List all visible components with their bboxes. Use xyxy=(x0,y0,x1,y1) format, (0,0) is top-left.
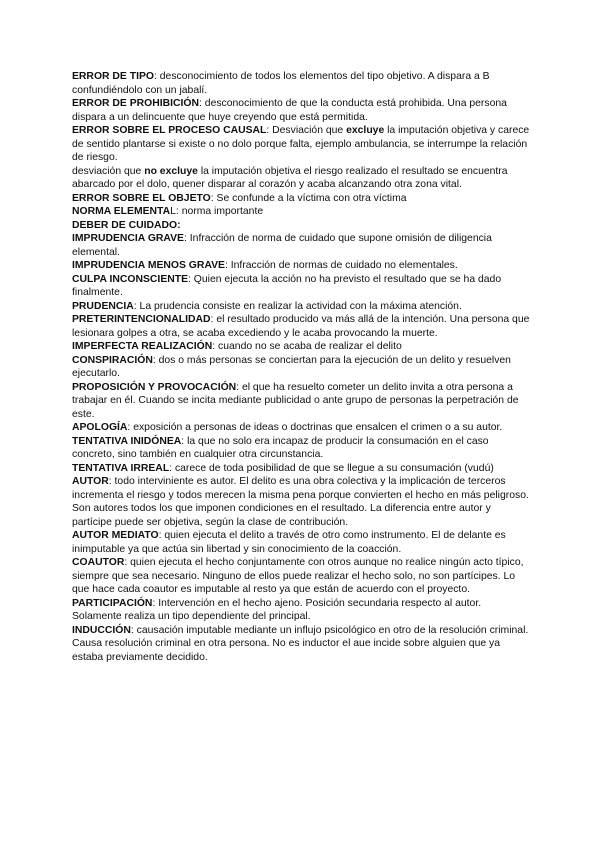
entry-error-proceso-causal xyxy=(72,124,532,165)
entry-preterintencionalidad xyxy=(72,313,532,340)
definition-part: desviación que xyxy=(72,165,145,177)
term: AUTOR MEDIATO xyxy=(72,530,159,541)
definition-part: la imputación objetiva y carece de sentido plantarse si existe o no dolo porque falta, ejemplo ambulancia, se interrumpe la relación de riesgo. xyxy=(72,125,530,163)
term: INDUCCIÓN xyxy=(72,624,131,636)
definition: exposición a personas de ideas o doctrinas que ensalcen el crimen o a su autor. xyxy=(130,422,503,433)
entry-norma-elemental xyxy=(72,205,532,219)
entry-deber-de-cuidado xyxy=(72,219,532,233)
entry-tentativa-inidonea xyxy=(72,435,532,462)
entry-autor-mediato xyxy=(72,529,532,556)
entry-proposicion-provocacion xyxy=(72,381,532,422)
definition: quien ejecuta el delito a través de otro como instrumento. El de delante es inimputable ya que actúa sin libertad y sin conocimiento de la coacción. xyxy=(72,530,506,555)
term-separator: : xyxy=(127,422,131,433)
term-separator: : xyxy=(158,530,162,541)
definition: norma importante xyxy=(178,206,264,217)
entry-desviacion-no-excluye xyxy=(72,165,532,192)
term: CULPA INCONSCIENTE xyxy=(72,273,189,285)
definition: desconocimiento de que la conducta está prohibida. Una persona dispara a un delincuente que huye creyendo que está permitida. xyxy=(72,98,507,123)
entry-participacion xyxy=(72,597,532,624)
term-separator: : xyxy=(133,300,137,312)
emphasis: no excluye xyxy=(144,165,198,177)
entry-tentativa-irreal xyxy=(72,462,532,476)
entry-coautor xyxy=(72,556,532,597)
definition: la que no solo era incapaz de producir la consumación en el caso concreto, sino también en cualquier otra circunstancia. xyxy=(72,435,489,460)
definition: desconocimiento de todos los elementos del tipo objetivo. A dispara a B confundiéndolo con un jabalí. xyxy=(72,71,490,96)
entry-autor xyxy=(72,475,532,529)
term-separator: : xyxy=(152,597,156,609)
document-page xyxy=(72,70,532,664)
term-separator: : xyxy=(236,381,240,393)
term: ERROR DE PROHIBICIÓN xyxy=(72,98,200,109)
definition: todo interviniente es autor. El delito es una obra colectiva y la implicación de terceros incrementa el riesgo y todos merecen la misma pena porque convierten el hecho en más peligroso. Son autores todos los que imponen condiciones en el resultado. La diferencia entre autor y partícipe puede ser objetiva, según la clase de contribución. xyxy=(72,476,529,528)
entry-prudencia xyxy=(72,300,532,314)
term: DEBER DE CUIDADO xyxy=(72,219,178,231)
term: PROPOSICIÓN Y PROVOCACIÓN xyxy=(72,381,237,393)
entry-imprudencia-menos-grave xyxy=(72,259,532,273)
definition: quien ejecuta el hecho conjuntamente con otros aunque no realice ningún acto típico, siempre que sea necesario. Ninguno de ellos puede realizar el hecho solo, no son partícipes. Lo que hace cada coautor es imputable al resto ya que están de acuerdo con el proyecto. xyxy=(72,557,524,595)
term-separator: : xyxy=(108,476,112,487)
term-separator: : xyxy=(199,98,202,109)
entry-error-de-tipo xyxy=(72,70,532,97)
term-separator: : xyxy=(224,260,228,271)
term: TENTATIVA IRREAL xyxy=(72,462,170,474)
term: COAUTOR xyxy=(72,557,125,568)
definition: el resultado producido va más allá de la intención. Una persona que lesionara golpes a otra, se acaba excediendo y le acaba provocando la muerte. xyxy=(72,314,530,339)
term-separator: : xyxy=(210,192,214,204)
definition: Se confunde a la víctima con otra víctima xyxy=(213,192,407,204)
definition: cuando no se acaba de realizar el delito xyxy=(215,341,402,352)
definition: causación imputable mediante un influjo psicológico en otro de la resolución criminal. Causa resolución criminal en otra persona. No es inductor el aue incide sobre alguien que ya estaba previamente decidido. xyxy=(72,624,529,663)
entry-induccion xyxy=(72,624,532,665)
term-separator: : xyxy=(130,624,134,636)
term-separator: : xyxy=(169,462,173,474)
definition: Infracción de normas de cuidado no elementales. xyxy=(227,260,458,271)
definition: Quien ejecuta la acción no ha previsto el resultado que se ha dado finalmente. xyxy=(72,273,502,298)
definition: Intervención en el hecho ajeno. Posición secundaria respecto al autor. Solamente realiza un tipo dependiente del principal. xyxy=(72,597,482,622)
entry-culpa-inconsciente xyxy=(72,273,532,300)
term-separator: L: xyxy=(170,206,179,217)
term-separator: : xyxy=(181,435,185,447)
definition: Infracción de norma de cuidado que supone omisión de diligencia elemental. xyxy=(72,233,492,258)
term: PARTICIPACIÓN xyxy=(72,597,153,609)
entry-imprudencia-grave xyxy=(72,232,532,259)
term-separator: : xyxy=(212,341,216,352)
term-separator: : xyxy=(153,71,157,82)
term: IMPERFECTA REALIZACIÓN xyxy=(72,341,213,352)
definition: La prudencia consiste en realizar la actividad con la máxima atención. xyxy=(136,300,462,312)
term-separator: : xyxy=(124,557,128,568)
term: ERROR SOBRE EL OBJETO xyxy=(72,192,211,204)
definition: el que ha resuelto cometer un delito invita a otra persona a trabajar en él. Cuando se incita mediante publicidad o ante grupo de personas la perpetración de este. xyxy=(72,381,519,420)
emphasis: excluye xyxy=(346,125,385,136)
term: NORMA ELEMENTA xyxy=(72,206,171,217)
term-separator: : xyxy=(184,233,187,244)
term-separator: : xyxy=(152,354,156,366)
term: PRETERINTENCIONALIDAD xyxy=(72,314,211,325)
definition: carece de toda posibilidad de que se llegue a su consumación (vudú) xyxy=(172,462,494,474)
entry-error-de-prohibicion xyxy=(72,97,532,124)
term: ERROR SOBRE EL PROCESO CAUSAL xyxy=(72,125,267,136)
entry-imperfecta-realizacion xyxy=(72,340,532,354)
entry-conspiracion xyxy=(72,354,532,381)
term-separator: : xyxy=(210,314,214,325)
term: IMPRUDENCIA GRAVE xyxy=(72,233,184,244)
term: ERROR DE TIPO xyxy=(72,71,154,82)
definition-part: la imputación objetiva el riesgo realizado el resultado se encuentra abarcado por el dolo, quener disparar al corazón y acaba alcanzando otra zona vital. xyxy=(72,165,508,190)
term: PRUDENCIA xyxy=(72,300,134,312)
definition: dos o más personas se conciertan para la ejecución de un delito y resuelven ejecutarlo. xyxy=(72,354,511,379)
definition-part: Desviación que xyxy=(269,125,347,136)
term: AUTOR xyxy=(72,476,109,487)
term-separator: : xyxy=(188,273,191,285)
term: TENTATIVA INIDÓNEA xyxy=(72,435,182,447)
term-separator: : xyxy=(177,219,181,231)
term-separator: : xyxy=(266,125,270,136)
term: APOLOGÍA xyxy=(72,422,128,433)
entry-apologia xyxy=(72,421,532,435)
term: IMPRUDENCIA MENOS GRAVE xyxy=(72,260,225,271)
entry-error-sobre-objeto xyxy=(72,192,532,206)
term: CONSPIRACIÓN xyxy=(72,354,153,366)
